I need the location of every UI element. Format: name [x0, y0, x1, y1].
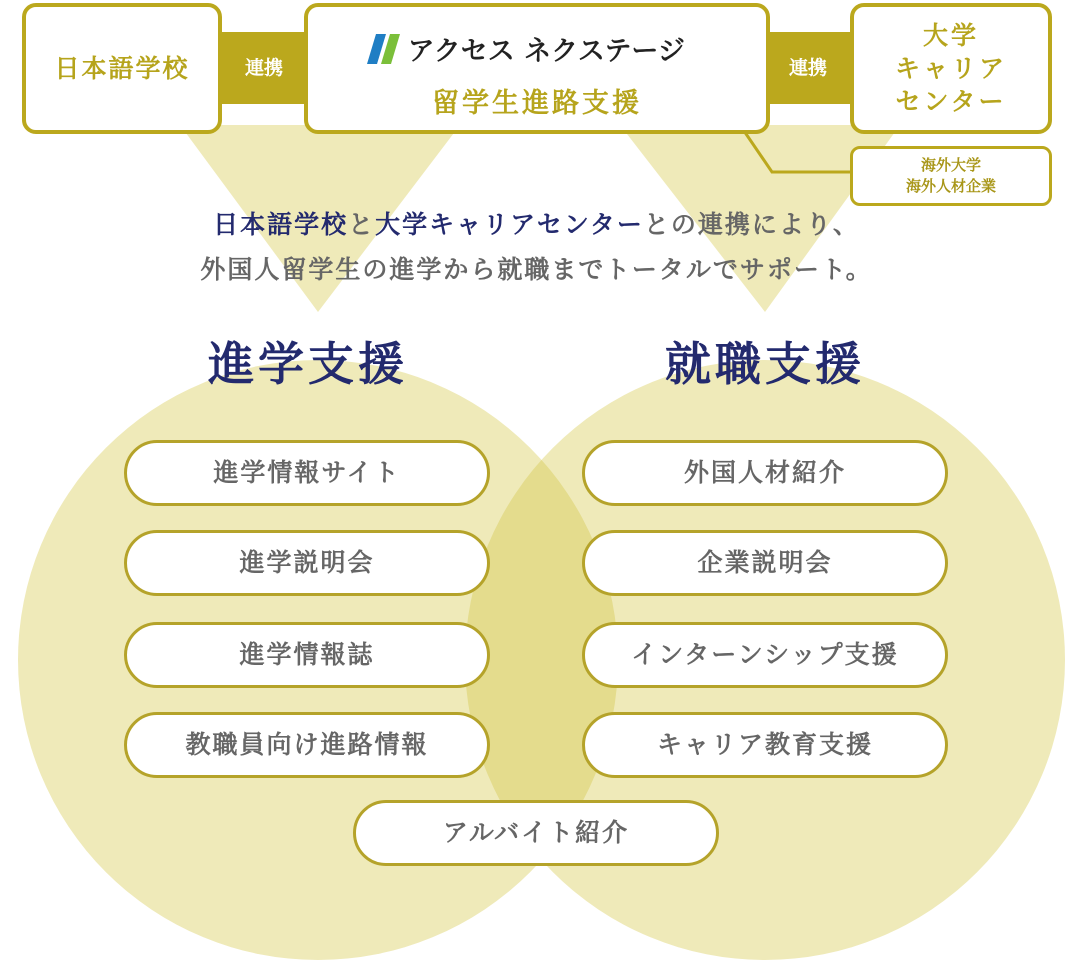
lead-line-1	[0, 205, 1073, 241]
left-item-2: 進学説明会	[124, 530, 490, 596]
overseas-line-2: 海外人材企業	[905, 177, 996, 195]
left-item-1: 進学情報サイト	[124, 440, 490, 506]
career-center-line-1: 大学	[922, 21, 979, 50]
career-center-line-2: キャリア	[894, 54, 1007, 83]
brand-logo	[366, 29, 726, 69]
link-band-left	[216, 32, 312, 104]
left-item-4: 教職員向け進路情報	[124, 712, 490, 778]
overseas-box	[850, 146, 1052, 206]
right-item-1: 外国人材紹介	[582, 440, 948, 506]
right-item-2: 企業説明会	[582, 530, 948, 596]
lead-and: と	[348, 210, 376, 239]
overseas-line-1: 海外大学	[920, 156, 981, 174]
shared-item: アルバイト紹介	[353, 800, 719, 866]
brand-subtitle: 留学生進路支援	[432, 88, 642, 119]
lead-japanese-school: 日本語学校	[213, 210, 349, 239]
brand-name: アクセス ネクステージ	[407, 36, 685, 67]
brand-box	[304, 3, 770, 134]
left-section-title: 進学支援	[208, 337, 408, 391]
right-item-3: インターンシップ支援	[582, 622, 948, 688]
career-center-box	[850, 3, 1052, 134]
brand-logo-mark-icon	[366, 32, 402, 66]
left-item-3: 進学情報誌	[124, 622, 490, 688]
right-item-4: キャリア教育支援	[582, 712, 948, 778]
lead-career-center: 大学キャリアセンター	[375, 210, 644, 239]
japanese-school-box	[22, 3, 222, 134]
link-left-label: 連携	[244, 57, 283, 79]
link-band-right	[760, 32, 856, 104]
link-right-label: 連携	[788, 57, 827, 79]
career-center-line-3: センター	[895, 87, 1007, 116]
right-section-title: 就職支援	[665, 337, 865, 391]
japanese-school-label: 日本語学校	[54, 54, 190, 83]
lead-line-2: 外国人留学生の進学から就職までトータルでサポート。	[200, 255, 873, 284]
lead-cooperation: との連携により、	[643, 210, 860, 239]
